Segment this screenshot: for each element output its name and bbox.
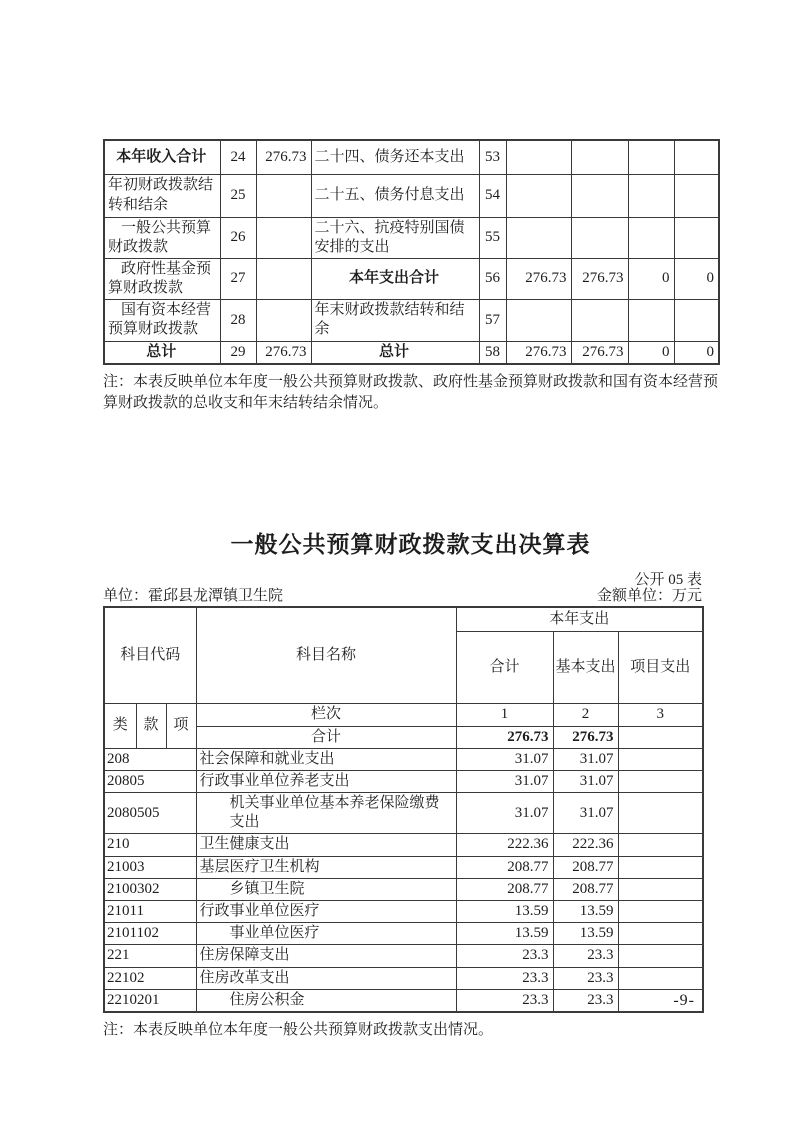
expense-item-label: 二十五、债务付息支出 (311, 174, 479, 217)
basic-value: 208.77 (553, 856, 618, 878)
lanci-header: 栏次 (196, 704, 456, 726)
expenditure-row (104, 748, 703, 770)
expense-item-label: 年末财政拨款结转和结余 (311, 300, 479, 341)
subject-code: 2210201 (104, 989, 196, 1012)
subject-code: 210 (104, 834, 196, 856)
expenditure-row (104, 901, 703, 923)
project-value (618, 770, 703, 792)
expense-line-number: 54 (479, 174, 506, 217)
expense-statecap: 0 (674, 258, 719, 299)
table-row (104, 258, 719, 299)
subject-code: 2101102 (104, 923, 196, 945)
project-value (618, 901, 703, 923)
lower-section (103, 568, 702, 1041)
income-item-label: 政府性基金预算财政拨款 (104, 258, 220, 299)
unit-line (103, 586, 702, 605)
col-number-3: 3 (618, 704, 703, 726)
subject-name-header: 科目名称 (196, 607, 456, 704)
expense-govfund (628, 174, 674, 217)
expense-general: 276.73 (571, 258, 628, 299)
total-value: 31.07 (456, 793, 553, 834)
expenditure-table-body (104, 607, 703, 1012)
col-number-2: 2 (553, 704, 618, 726)
income-amount (256, 217, 311, 258)
project-value (618, 834, 703, 856)
income-amount (256, 300, 311, 341)
expense-line-number: 55 (479, 217, 506, 258)
income-line-number: 26 (220, 217, 256, 258)
basic-value: 13.59 (553, 923, 618, 945)
project-value (618, 945, 703, 967)
basic-value: 13.59 (553, 901, 618, 923)
total-value: 208.77 (456, 856, 553, 878)
subject-name: 基层医疗卫生机构 (196, 856, 456, 878)
subject-code: 2100302 (104, 878, 196, 900)
subject-name: 住房改革支出 (196, 967, 456, 989)
expense-item-label: 本年支出合计 (311, 258, 479, 299)
subject-name: 卫生健康支出 (196, 834, 456, 856)
year-expense-header: 本年支出 (456, 607, 703, 632)
project-value (618, 967, 703, 989)
expense-line-number: 56 (479, 258, 506, 299)
expense-total (506, 300, 571, 341)
project-col-header: 项目支出 (618, 632, 703, 704)
upper-section (103, 139, 718, 559)
table2-note: 注：本表反映单位本年度一般公共预算财政拨款支出情况。 (103, 1021, 494, 1038)
income-item-label: 一般公共预算财政拨款 (104, 217, 220, 258)
project-value (618, 856, 703, 878)
expense-statecap (674, 140, 719, 174)
subject-code: 2080505 (104, 793, 196, 834)
income-item-label: 本年收入合计 (104, 140, 220, 174)
table1-note: 注：本表反映单位本年度一般公共预算财政拨款、政府性基金预算财政拨款和国有资本经营预算财政拨款的总收支和年末结转结余情况。 (103, 373, 719, 411)
expense-general (571, 140, 628, 174)
expenditure-row (104, 878, 703, 900)
expense-govfund: 0 (628, 258, 674, 299)
expense-total (506, 140, 571, 174)
subject-code: 20805 (104, 770, 196, 792)
subject-name: 机关事业单位基本养老保险缴费支出 (196, 793, 456, 834)
expense-total (506, 174, 571, 217)
income-amount: 276.73 (256, 341, 311, 364)
expense-govfund (628, 140, 674, 174)
expense-item-label: 二十四、债务还本支出 (311, 140, 479, 174)
income-line-number: 25 (220, 174, 256, 217)
basic-value: 23.3 (553, 989, 618, 1012)
expense-statecap (674, 217, 719, 258)
grand-total-label: 合计 (196, 726, 456, 748)
expense-general (571, 300, 628, 341)
income-line-number: 28 (220, 300, 256, 341)
expense-line-number: 57 (479, 300, 506, 341)
grand-total-project (618, 726, 703, 748)
total-value: 31.07 (456, 748, 553, 770)
expense-line-number: 58 (479, 341, 506, 364)
subject-name: 行政事业单位养老支出 (196, 770, 456, 792)
income-amount (256, 258, 311, 299)
page-number: -9- (673, 992, 695, 1009)
expense-line-number: 53 (479, 140, 506, 174)
expense-govfund (628, 217, 674, 258)
income-amount (256, 174, 311, 217)
basic-value: 23.3 (553, 945, 618, 967)
unit-name-label: 单位：霍邱县龙潭镇卫生院 (103, 587, 284, 604)
basic-value: 222.36 (553, 834, 618, 856)
header-row-1 (104, 607, 703, 632)
expenditure-row (104, 967, 703, 989)
xiang-header: 项 (166, 704, 196, 748)
subject-code-header: 科目代码 (104, 607, 196, 704)
subject-name: 行政事业单位医疗 (196, 901, 456, 923)
amount-unit-label: 金额单位：万元 (596, 587, 702, 604)
expenditure-row (104, 834, 703, 856)
grand-total-basic: 276.73 (553, 726, 618, 748)
col-number-1: 1 (456, 704, 553, 726)
category-header: 类 (104, 704, 136, 748)
expense-item-label: 总计 (311, 341, 479, 364)
basic-value: 31.07 (553, 770, 618, 792)
expenditure-row (104, 793, 703, 834)
subject-name: 事业单位医疗 (196, 923, 456, 945)
basic-value: 208.77 (553, 878, 618, 900)
project-value (618, 923, 703, 945)
expense-general (571, 217, 628, 258)
balance-summary-body (104, 140, 719, 364)
expenditure-table (103, 606, 704, 1013)
income-item-label: 国有资本经营预算财政拨款 (104, 300, 220, 341)
project-value (618, 748, 703, 770)
table-code-label: 公开 05 表 (634, 571, 702, 588)
subject-code: 21003 (104, 856, 196, 878)
expense-statecap (674, 300, 719, 341)
expense-statecap (674, 174, 719, 217)
table-row (104, 341, 719, 364)
expense-govfund (628, 300, 674, 341)
expense-statecap: 0 (674, 341, 719, 364)
subject-name: 住房保障支出 (196, 945, 456, 967)
expenditure-row (104, 770, 703, 792)
project-value (618, 878, 703, 900)
total-value: 23.3 (456, 967, 553, 989)
expense-item-label: 二十六、抗疫特别国债安排的支出 (311, 217, 479, 258)
income-line-number: 24 (220, 140, 256, 174)
project-value (618, 793, 703, 834)
expense-general: 276.73 (571, 341, 628, 364)
expenditure-row (104, 856, 703, 878)
income-item-label: 总计 (104, 341, 220, 364)
table-row (104, 174, 719, 217)
income-line-number: 29 (220, 341, 256, 364)
total-value: 13.59 (456, 923, 553, 945)
table-row (104, 140, 719, 174)
table-row (104, 300, 719, 341)
total-value: 222.36 (456, 834, 553, 856)
subject-code: 208 (104, 748, 196, 770)
total-value: 13.59 (456, 901, 553, 923)
total-value: 208.77 (456, 878, 553, 900)
subject-code: 22102 (104, 967, 196, 989)
basic-col-header: 基本支出 (553, 632, 618, 704)
page-title: 一般公共预算财政拨款支出决算表 (230, 530, 591, 557)
subject-name: 乡镇卫生院 (196, 878, 456, 900)
income-amount: 276.73 (256, 140, 311, 174)
total-col-header: 合计 (456, 632, 553, 704)
expense-total: 276.73 (506, 341, 571, 364)
expense-general (571, 174, 628, 217)
basic-value: 23.3 (553, 967, 618, 989)
total-value: 31.07 (456, 770, 553, 792)
expense-total: 276.73 (506, 258, 571, 299)
balance-summary-table (103, 139, 720, 365)
income-item-label: 年初财政拨款结转和结余 (104, 174, 220, 217)
subject-name: 社会保障和就业支出 (196, 748, 456, 770)
total-value: 23.3 (456, 945, 553, 967)
basic-value: 31.07 (553, 748, 618, 770)
kuan-header: 款 (136, 704, 166, 748)
table-row (104, 217, 719, 258)
subject-code: 221 (104, 945, 196, 967)
expense-govfund: 0 (628, 341, 674, 364)
expenditure-row (104, 923, 703, 945)
income-line-number: 27 (220, 258, 256, 299)
total-value: 23.3 (456, 989, 553, 1012)
expense-total (506, 217, 571, 258)
expenditure-row (104, 989, 703, 1012)
basic-value: 31.07 (553, 793, 618, 834)
expenditure-row (104, 945, 703, 967)
header-row-3 (104, 704, 703, 726)
grand-total-value: 276.73 (456, 726, 553, 748)
subject-name: 住房公积金 (196, 989, 456, 1012)
subject-code: 21011 (104, 901, 196, 923)
